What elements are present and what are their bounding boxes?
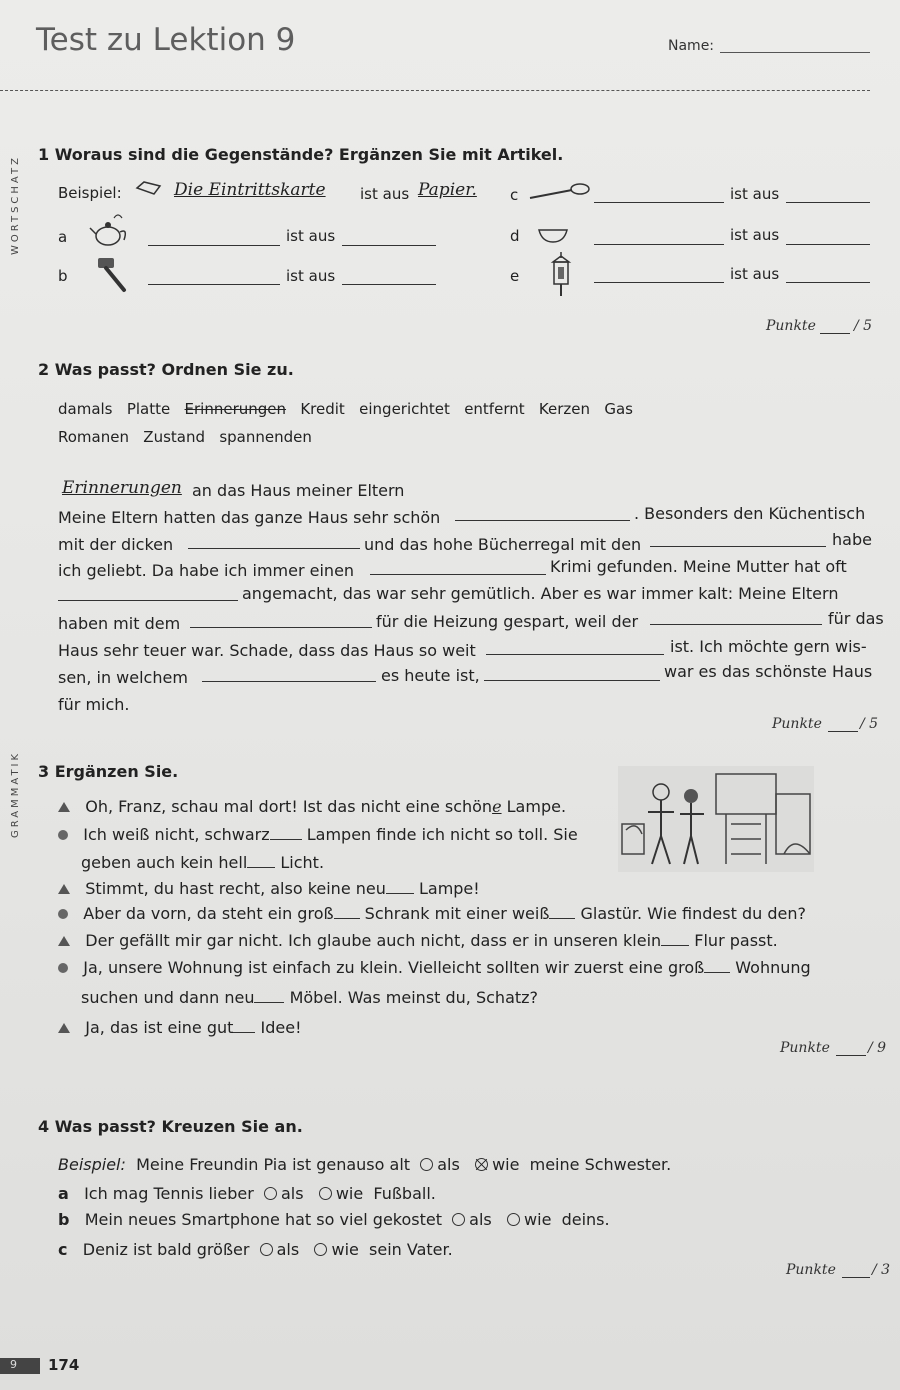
ex1-punkte-label: Punkte [766, 318, 816, 334]
word-erinnerungen: Erinnerungen [184, 400, 287, 418]
ex4-b-text: Mein neues Smartphone hat so viel gekostet [84, 1210, 442, 1229]
ex2-line-7b: ist. Ich möchte gern wis- [670, 637, 867, 656]
ex1-heading: 1 Woraus sind die Gegenstände? Ergänzen Sie mit Artikel. [38, 145, 564, 164]
ex1-d-ist-aus: ist aus [730, 226, 780, 244]
ex2-line-6a: haben mit dem [58, 614, 181, 633]
ex3-line-2a: Ich weiß nicht, schwarz [83, 825, 270, 844]
ex2-line-8c: war es das schönste Haus [664, 662, 873, 681]
word-kerzen: Kerzen [538, 400, 591, 418]
ex4-points-blank[interactable] [842, 1277, 870, 1278]
word-romanen: Romanen [58, 428, 129, 446]
chapter-number: 9 [10, 1358, 17, 1371]
ex1-e-object-blank[interactable] [594, 282, 724, 283]
ex3-line-8b: Möbel. Was meinst du, Schatz? [289, 988, 539, 1007]
ex4-c-als-label: als [276, 1240, 300, 1259]
ex1-b-material-blank[interactable] [342, 284, 436, 285]
ex3-fill-1: e [492, 797, 502, 816]
ex3-blank-5[interactable] [334, 918, 360, 919]
speaker-a-triangle-icon [58, 1023, 70, 1033]
ex3-blank-4[interactable] [386, 893, 414, 894]
word-entfernt: entfernt [464, 400, 525, 418]
ex3-line-8a: suchen und dann neu [81, 988, 255, 1007]
ex1-letter-b: b [58, 267, 68, 285]
ex4-a-text: Ich mag Tennis lieber [84, 1184, 254, 1203]
ex3-line-9b: Idee! [260, 1018, 302, 1037]
ex1-score: / 5 [854, 318, 873, 334]
ex4-a-wie-radio[interactable] [319, 1187, 332, 1200]
ex4-example-wie-label: wie [492, 1155, 520, 1174]
word-box-row2 [58, 428, 312, 446]
ex2-line-5: angemacht, das war sehr gemütlich. Aber es war immer kalt: Meine Eltern [242, 584, 839, 603]
ex3-line-4a: Stimmt, du hast recht, also keine neu [85, 879, 386, 898]
ex3-line-3a: geben auch kein hell [81, 853, 248, 872]
ex3-line-9a: Ja, das ist eine gut [85, 1018, 234, 1037]
ex2-line-1: an das Haus meiner Eltern [192, 481, 405, 500]
ex3-blank-3[interactable] [247, 867, 275, 868]
ex2-line-3b: und das hohe Bücherregal mit den [364, 535, 642, 554]
speaker-a-triangle-icon [58, 884, 70, 894]
ex1-e-material-blank[interactable] [786, 282, 870, 283]
ex2-line-8a: sen, in welchem [58, 668, 188, 687]
ex1-example-middle: ist aus [360, 185, 410, 203]
ex3-punkte-label: Punkte [780, 1040, 830, 1056]
ex4-c-wie-label: wie [331, 1240, 359, 1259]
speaker-b-dot-icon [58, 963, 68, 973]
ex3-points-blank[interactable] [836, 1055, 866, 1056]
ex2-line-4a: ich geliebt. Da habe ich immer einen [58, 561, 355, 580]
flea-market-illustration [616, 764, 816, 874]
ex4-example-wie-radio-checked[interactable] [475, 1158, 488, 1171]
ex3-blank-6[interactable] [549, 918, 575, 919]
ex1-a-object-blank[interactable] [148, 245, 280, 246]
spoon-icon [528, 182, 592, 204]
hammer-icon [94, 254, 130, 294]
ex3-line-6a: Der gefällt mir gar nicht. Ich glaube auch nicht, dass er in unseren klein [85, 931, 662, 950]
ex2-blank-10[interactable] [484, 680, 660, 681]
ex2-blank-1[interactable] [455, 520, 630, 521]
ex4-score: / 3 [872, 1262, 891, 1278]
ex3-line-4b: Lampe! [418, 879, 480, 898]
ex4-b-letter: b [58, 1210, 70, 1229]
ex4-example-text: Meine Freundin Pia ist genauso alt [136, 1155, 411, 1174]
ex2-blank-4[interactable] [370, 574, 546, 575]
ex4-punkte-label: Punkte [786, 1262, 836, 1278]
lantern-icon [546, 250, 576, 300]
bowl-icon [536, 224, 570, 246]
word-gas: Gas [604, 400, 633, 418]
ex2-line-8b: es heute ist, [381, 666, 480, 685]
side-label-grammatik: GRAMMATIK [10, 750, 21, 838]
ex2-blank-3[interactable] [650, 546, 826, 547]
word-damals: damals [58, 400, 113, 418]
ex2-blank-7[interactable] [650, 624, 822, 625]
ex1-letter-e: e [510, 267, 520, 285]
ex1-example-label: Beispiel: [58, 184, 122, 202]
ex3-blank-8[interactable] [704, 972, 730, 973]
ex4-example-als-label: als [437, 1155, 460, 1174]
ex4-c-wie-radio[interactable] [314, 1243, 327, 1256]
ex3-line-4 [58, 879, 480, 898]
ex4-example [58, 1155, 671, 1174]
name-field[interactable] [720, 52, 870, 53]
ex3-line-9 [58, 1018, 302, 1037]
ex4-a-als-radio[interactable] [264, 1187, 277, 1200]
word-spannenden: spannenden [219, 428, 312, 446]
speaker-a-triangle-icon [58, 802, 70, 812]
ex1-c-material-blank[interactable] [786, 202, 870, 203]
ex3-line-2 [58, 825, 578, 844]
ex4-a-wie-label: wie [335, 1184, 364, 1203]
ex4-b-als-label: als [469, 1210, 492, 1229]
speaker-b-dot-icon [58, 830, 68, 840]
ex1-b-object-blank[interactable] [148, 284, 280, 285]
ex3-line-3 [81, 853, 324, 872]
speaker-a-triangle-icon [58, 936, 70, 946]
ex3-line-5a: Aber da vorn, da steht ein groß [83, 904, 334, 923]
ex3-blank-9[interactable] [254, 1002, 284, 1003]
word-zustand: Zustand [143, 428, 205, 446]
ex1-example-material: Papier. [418, 180, 477, 200]
ex3-line-5 [58, 904, 806, 923]
speaker-b-dot-icon [58, 909, 68, 919]
ex2-line-3a: mit der dicken [58, 535, 174, 554]
ex4-example-end: meine Schwester. [529, 1155, 672, 1174]
ex4-c-text: Deniz ist bald größer [82, 1240, 250, 1259]
ex3-line-5b: Schrank mit einer weiß [364, 904, 550, 923]
ex3-line-1b: Lampe. [506, 797, 567, 816]
ex2-blank-9[interactable] [202, 681, 376, 682]
ex3-line-1a: Oh, Franz, schau mal dort! Ist das nicht eine schön [85, 797, 493, 816]
ex3-heading: 3 Ergänzen Sie. [38, 762, 179, 781]
ex2-line-4b: Krimi gefunden. Meine Mutter hat oft [550, 557, 847, 576]
ex3-blank-7[interactable] [661, 945, 689, 946]
ex1-b-ist-aus: ist aus [286, 267, 336, 285]
ex4-heading: 4 Was passt? Kreuzen Sie an. [38, 1117, 303, 1136]
ex2-line-2a: Meine Eltern hatten das ganze Haus sehr schön [58, 508, 441, 527]
ex3-line-1 [58, 797, 566, 816]
ex2-line-9: für mich. [58, 695, 130, 714]
ex2-line-3c: habe [832, 530, 872, 549]
header-divider [0, 90, 870, 91]
ex3-line-3b: Licht. [280, 853, 325, 872]
ex4-c-letter: c [58, 1240, 68, 1259]
ex3-score: / 9 [868, 1040, 887, 1056]
ex4-a-end: Fußball. [373, 1184, 436, 1203]
ex3-line-5c: Glastür. Wie findest du den? [580, 904, 806, 923]
ex4-a-als-label: als [280, 1184, 304, 1203]
ticket-icon [134, 180, 162, 196]
ex4-example-als-radio[interactable] [420, 1158, 433, 1171]
ex1-example-answer: Die Eintrittskarte [174, 180, 326, 200]
ex1-c-object-blank[interactable] [594, 202, 724, 203]
ex2-heading: 2 Was passt? Ordnen Sie zu. [38, 360, 294, 379]
ex4-b-wie-label: wie [524, 1210, 552, 1229]
chapter-tab [0, 1358, 40, 1374]
ex1-letter-d: d [510, 227, 520, 245]
ex1-e-ist-aus: ist aus [730, 265, 780, 283]
ex1-points-blank[interactable] [820, 333, 850, 334]
ex4-item-c [58, 1240, 453, 1259]
ex4-item-a [58, 1184, 436, 1203]
ex2-example-answer: Erinnerungen [62, 478, 182, 498]
word-platte: Platte [126, 400, 171, 418]
ex1-a-ist-aus: ist aus [286, 227, 336, 245]
ex3-line-6b: Flur passt. [694, 931, 778, 950]
ex2-score: / 5 [860, 716, 879, 732]
side-label-wortschatz: WORTSCHATZ [10, 155, 21, 255]
ex2-points-blank[interactable] [828, 731, 858, 732]
ex4-a-letter: a [58, 1184, 69, 1203]
ex4-c-end: sein Vater. [369, 1240, 453, 1259]
ex2-blank-6[interactable] [190, 627, 372, 628]
ex3-line-7 [58, 958, 811, 977]
word-box [58, 400, 633, 418]
ex2-line-6b: für die Heizung gespart, weil der [376, 612, 639, 631]
ex2-line-2b: . Besonders den Küchentisch [634, 504, 866, 523]
name-label: Name: [668, 38, 715, 54]
ex2-blank-2[interactable] [188, 548, 360, 549]
page-number: 174 [48, 1356, 80, 1374]
page-title: Test zu Lektion 9 [36, 22, 296, 58]
ex1-a-material-blank[interactable] [342, 245, 436, 246]
ex2-line-6c: für das [828, 609, 884, 628]
word-eingerichtet: eingerichtet [359, 400, 450, 418]
ex1-d-material-blank[interactable] [786, 244, 870, 245]
ex1-c-ist-aus: ist aus [730, 185, 780, 203]
ex3-blank-10[interactable] [233, 1032, 255, 1033]
ex4-c-als-radio[interactable] [260, 1243, 273, 1256]
ex3-blank-2[interactable] [270, 839, 302, 840]
ex3-line-6 [58, 931, 778, 950]
ex4-example-label: Beispiel: [58, 1155, 126, 1174]
ex2-line-7a: Haus sehr teuer war. Schade, dass das Haus so weit [58, 641, 476, 660]
ex2-punkte-label: Punkte [772, 716, 822, 732]
word-kredit: Kredit [300, 400, 345, 418]
ex1-d-object-blank[interactable] [594, 244, 724, 245]
ex4-item-b [58, 1210, 610, 1229]
ex4-b-als-radio[interactable] [452, 1213, 465, 1226]
ex1-letter-c: c [510, 186, 519, 204]
ex3-line-7b: Wohnung [735, 958, 811, 977]
ex3-line-2b: Lampen finde ich nicht so toll. Sie [306, 825, 578, 844]
ex3-line-8 [81, 988, 538, 1007]
teapot-icon [88, 210, 130, 250]
ex2-blank-8[interactable] [486, 654, 664, 655]
ex4-b-end: deins. [561, 1210, 610, 1229]
ex2-blank-5[interactable] [58, 600, 238, 601]
ex1-letter-a: a [58, 228, 68, 246]
ex4-b-wie-radio[interactable] [507, 1213, 520, 1226]
ex3-line-7a: Ja, unsere Wohnung ist einfach zu klein. Vielleicht sollten wir zuerst eine groß [83, 958, 705, 977]
